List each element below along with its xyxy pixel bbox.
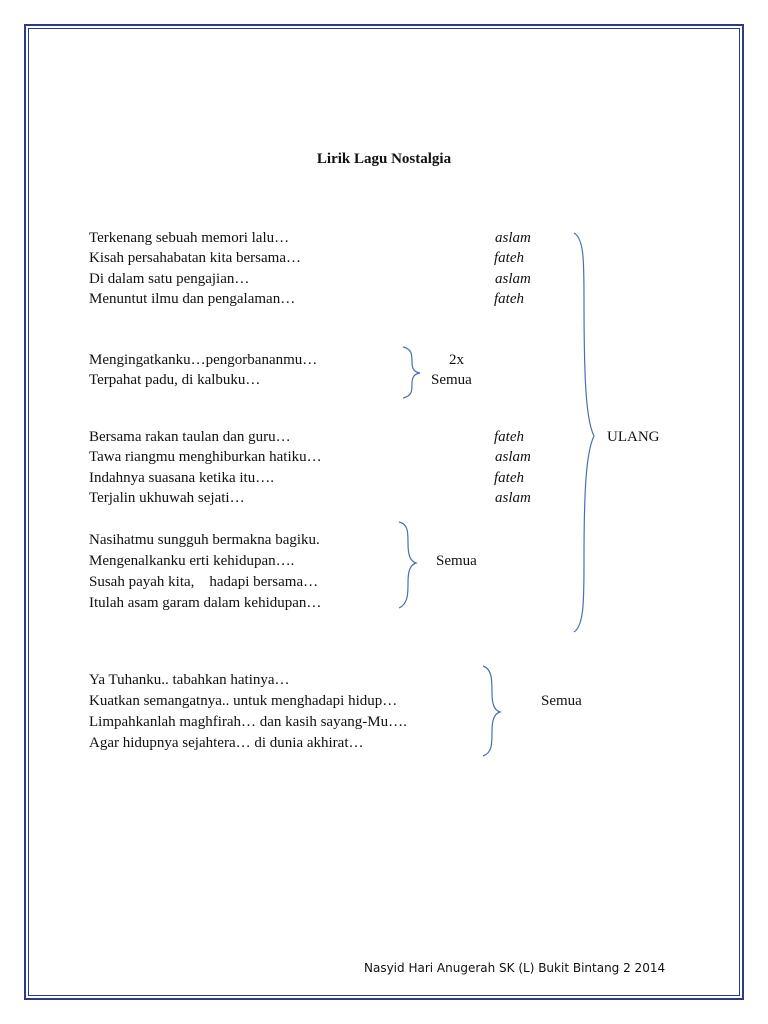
lyric-line: Nasihatmu sungguh bermakna bagiku. bbox=[89, 532, 320, 548]
lyric-line: Agar hidupnya sejahtera… di dunia akhirat… bbox=[89, 735, 364, 751]
repeat-label: ULANG bbox=[607, 429, 660, 445]
lyric-line: Tawa riangmu menghiburkan hatiku… bbox=[89, 449, 322, 465]
singer-name: fateh bbox=[494, 250, 524, 266]
lyric-line: Terkenang sebuah memori lalu… bbox=[89, 230, 290, 246]
singer-name: aslam bbox=[495, 230, 531, 246]
singer-name: aslam bbox=[495, 449, 531, 465]
page-border-inner bbox=[28, 28, 740, 996]
singer-name: aslam bbox=[495, 271, 531, 287]
singer-name: fateh bbox=[494, 291, 524, 307]
lyric-line: Mengenalkanku erti kehidupan…. bbox=[89, 553, 295, 569]
lyric-line: Mengingatkanku…pengorbananmu… bbox=[89, 352, 318, 368]
lyric-line: Itulah asam garam dalam kehidupan… bbox=[89, 595, 322, 611]
lyric-line: Limpahkanlah maghfirah… dan kasih sayang-Mu…. bbox=[89, 714, 407, 730]
lyric-line: Menuntut ilmu dan pengalaman… bbox=[89, 291, 296, 307]
lyric-line: Bersama rakan taulan dan guru… bbox=[89, 429, 291, 445]
group-label: Semua bbox=[431, 372, 472, 388]
lyric-line: Terpahat padu, di kalbuku… bbox=[89, 372, 261, 388]
singer-name: fateh bbox=[494, 429, 524, 445]
group-label: Semua bbox=[436, 553, 477, 569]
singer-name: fateh bbox=[494, 470, 524, 486]
lyric-line: Kisah persahabatan kita bersama… bbox=[89, 250, 301, 266]
group-label: Semua bbox=[541, 693, 582, 709]
lyric-line: Kuatkan semangatnya.. untuk menghadapi hidup… bbox=[89, 693, 398, 709]
lyric-line: Terjalin ukhuwah sejati… bbox=[89, 490, 245, 506]
lyric-line: Indahnya suasana ketika itu…. bbox=[89, 470, 274, 486]
repeat-count: 2x bbox=[449, 352, 464, 368]
lyric-line: Susah payah kita, hadapi bersama… bbox=[89, 574, 319, 590]
footer-text: Nasyid Hari Anugerah SK (L) Bukit Bintang 2 2014 bbox=[364, 961, 666, 975]
singer-name: aslam bbox=[495, 490, 531, 506]
lyric-line: Ya Tuhanku.. tabahkan hatinya… bbox=[89, 672, 290, 688]
lyric-line: Di dalam satu pengajian… bbox=[89, 271, 250, 287]
document-title: Lirik Lagu Nostalgia bbox=[316, 151, 452, 167]
